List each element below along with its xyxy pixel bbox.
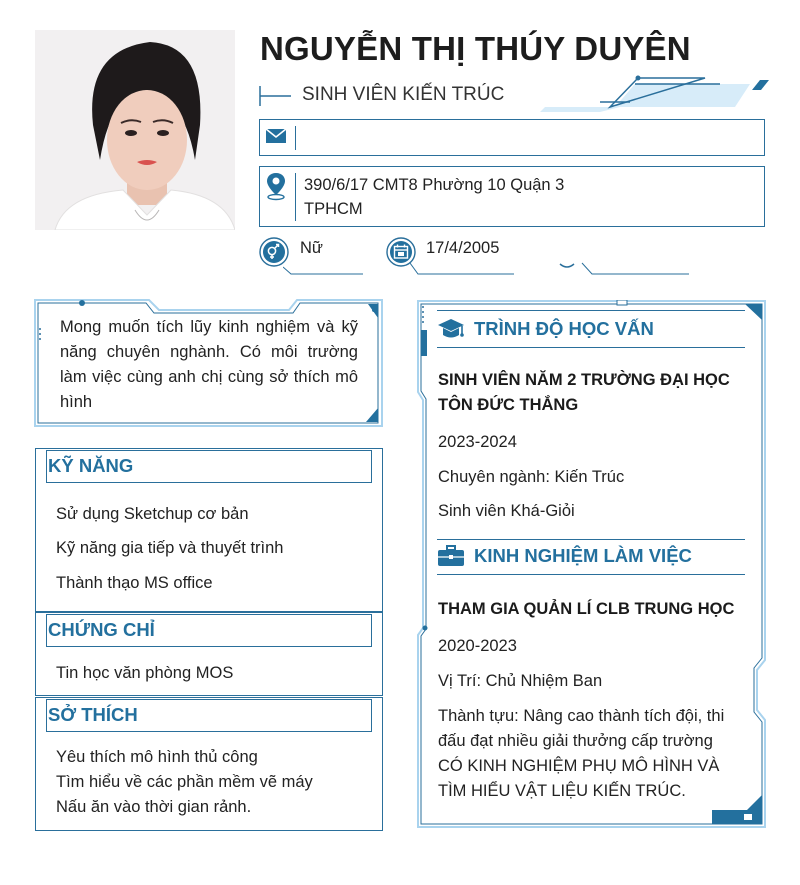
education-years: 2023-2024 — [438, 433, 517, 451]
experience-years: 2020-2023 — [438, 637, 517, 655]
skill-item: Kỹ năng gia tiếp và thuyết trình — [56, 539, 284, 557]
email-divider — [295, 126, 296, 150]
education-rank: Sinh viên Khá-Giỏi — [438, 502, 575, 520]
skill-item: Sử dụng Sketchup cơ bản — [56, 505, 249, 523]
skill-item: Thành thạo MS office — [56, 574, 213, 592]
candidate-name: NGUYỄN THỊ THÚY DUYÊN — [260, 30, 691, 67]
skills-heading: KỸ NĂNG — [46, 450, 372, 483]
profile-photo — [35, 30, 235, 230]
gender-value: Nữ — [300, 239, 323, 257]
education-top-rule — [437, 310, 745, 311]
dob-underline — [410, 262, 690, 276]
hobby-item: Nấu ăn vào thời gian rảnh. — [56, 798, 252, 816]
gender-underline — [283, 266, 365, 276]
hobby-item: Tìm hiểu về các phần mềm vẽ máy — [56, 773, 313, 791]
experience-position: Vị Trí: Chủ Nhiệm Ban — [438, 672, 603, 690]
address-line-1: 390/6/17 CMT8 Phường 10 Quận 3 — [304, 176, 565, 194]
circuit-decoration — [540, 74, 770, 114]
education-school: SINH VIÊN NĂM 2 TRƯỜNG ĐẠI HỌC TÔN ĐỨC THẮNG — [438, 371, 730, 414]
hobby-item: Yêu thích mô hình thủ công — [56, 748, 258, 766]
email-field[interactable] — [259, 119, 765, 156]
address-text — [304, 173, 604, 221]
education-heading: TRÌNH ĐỘ HỌC VẤN — [474, 318, 654, 339]
education-major: Chuyên ngành: Kiến Trúc — [438, 468, 625, 486]
gender-icon — [259, 237, 289, 267]
certificates-heading: CHỨNG CHỈ — [46, 614, 372, 647]
education-bottom-rule — [437, 347, 745, 348]
envelope-icon — [260, 120, 294, 155]
experience-role-title: THAM GIA QUẢN LÍ CLB TRUNG HỌC — [438, 600, 735, 618]
address-line-2: TPHCM — [304, 200, 363, 218]
left-sections — [35, 448, 383, 831]
certificate-item: Tin học văn phòng MOS — [56, 664, 234, 682]
dob-value: 17/4/2005 — [426, 239, 500, 257]
experience-heading: KINH NGHIỆM LÀM VIỆC — [474, 545, 692, 566]
graduation-cap-icon — [437, 316, 465, 342]
address-divider — [295, 173, 296, 221]
location-pin-icon — [260, 167, 294, 226]
experience-achievement: Thành tựu: Nâng cao thành tích đội, thi đấu đạt nhiều giải thưởng cấp trường CÓ KINH NGHIỆM PHỤ MÔ HÌNH VÀ TÌM HIỂU VẬT LIỆU KIẾN TRÚC. — [438, 707, 725, 800]
experience-bottom-rule — [437, 574, 745, 575]
experience-top-rule — [437, 539, 745, 540]
briefcase-icon — [437, 544, 465, 568]
job-title: SINH VIÊN KIẾN TRÚC — [302, 84, 505, 105]
hobbies-heading: SỞ THÍCH — [46, 699, 372, 732]
objective-text: Mong muốn tích lũy kinh nghiệm và kỹ năng chuyên nghành. Có môi trường làm việc cùng anh chị cùng sở thích mô hình — [60, 318, 358, 411]
title-connector-line — [259, 85, 291, 107]
